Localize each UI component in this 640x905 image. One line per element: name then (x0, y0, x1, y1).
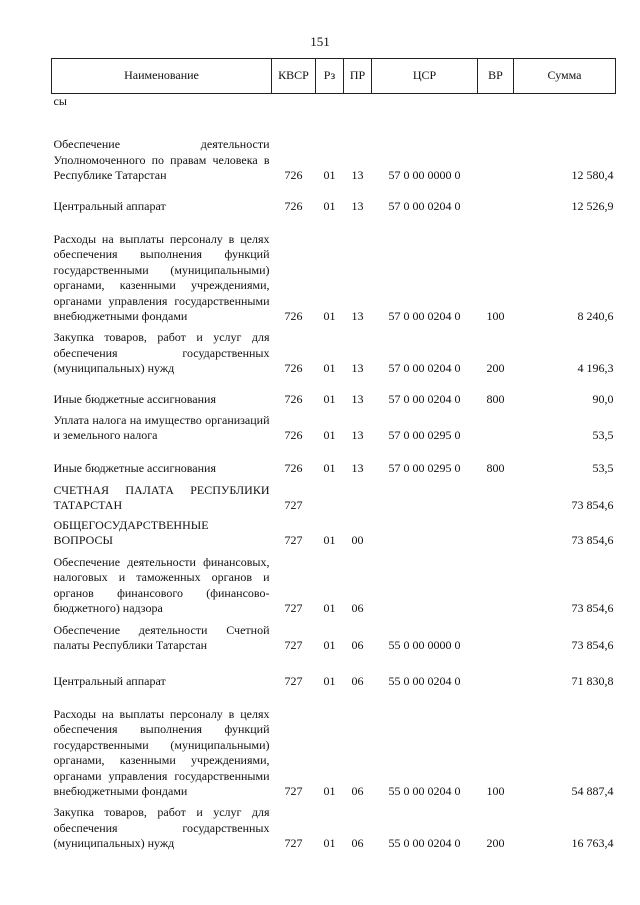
cell-sum: 73 854,6 (571, 601, 614, 615)
cell-sum: 73 854,6 (571, 638, 614, 652)
cell-csr (372, 477, 478, 514)
cell-name: Обеспечение деятельности финансовых, налоговых и таможенных органов и органов финансового (финансово-бюджетного) надзора (53, 554, 270, 615)
cell-name: Обеспечение деятельности Счетной палаты Республики Татарстан (53, 622, 270, 652)
cell-name: Обеспечение деятельности Уполномоченного по правам человека в Республике Татарстан (53, 137, 270, 182)
table-row (52, 549, 616, 617)
cell-csr: 55 0 00 0204 0 (388, 784, 461, 798)
cell-kvsr: 727 (284, 533, 303, 547)
cell-pr (344, 477, 372, 514)
cell-csr: 57 0 00 0000 0 (388, 168, 461, 182)
cell-rz: 01 (323, 461, 336, 475)
cell-name: Закупка товаров, работ и услуг для обеспечения государственных (муниципальных) нужд (53, 330, 270, 375)
table-row (52, 112, 616, 184)
cell-csr: 57 0 00 0295 0 (388, 428, 461, 442)
cell-pr: 13 (351, 309, 364, 323)
header-kvsr: КВСР (272, 59, 316, 94)
cell-kvsr: 726 (284, 428, 303, 442)
cell-csr: 55 0 00 0204 0 (388, 836, 461, 850)
table-row (52, 654, 616, 690)
cell-kvsr: 726 (284, 309, 303, 323)
cell-pr (344, 94, 372, 112)
cell-sum: 4 196,3 (577, 361, 614, 375)
cell-kvsr: 727 (284, 674, 303, 688)
cell-rz: 01 (323, 428, 336, 442)
cell-name: Расходы на выплаты персоналу в целях обеспечения выполнения функций государственными (муниципальными) органами, казенными учреждениями, органами управления государственными внебюджетными фондами (53, 231, 270, 323)
cell-pr: 06 (351, 674, 364, 688)
cell-vr (478, 184, 514, 215)
cell-rz: 01 (323, 361, 336, 375)
cell-vr: 800 (486, 461, 505, 475)
cell-vr (478, 654, 514, 690)
cell-kvsr: 726 (284, 461, 303, 475)
cell-name: Иные бюджетные ассигнования (53, 461, 216, 475)
cell-vr (478, 514, 514, 549)
table-row (52, 94, 616, 112)
cell-pr: 13 (351, 392, 364, 406)
cell-pr: 13 (351, 461, 364, 475)
cell-kvsr (272, 94, 316, 112)
cell-rz: 01 (323, 533, 336, 547)
cell-vr (478, 112, 514, 184)
cell-kvsr: 726 (284, 199, 303, 213)
cell-sum (514, 94, 616, 112)
table-row (52, 215, 616, 325)
page-number: 151 (310, 34, 330, 49)
cell-csr: 55 0 00 0000 0 (388, 638, 461, 652)
table-row (52, 800, 616, 852)
cell-kvsr: 727 (284, 836, 303, 850)
table-row (52, 514, 616, 549)
header-name: Наименование (52, 59, 272, 94)
cell-pr: 06 (351, 784, 364, 798)
cell-name: Расходы на выплаты персоналу в целях обеспечения выполнения функций государственными (муниципальными) органами, казенными учреждениями, органами управления государственными внебюджетными фондами (53, 706, 270, 798)
cell-kvsr: 727 (284, 638, 303, 652)
cell-vr: 100 (486, 784, 505, 798)
cell-rz: 01 (323, 638, 336, 652)
cell-rz: 01 (323, 168, 336, 182)
cell-rz: 01 (323, 309, 336, 323)
header-pr: ПР (344, 59, 372, 94)
cell-csr: 57 0 00 0204 0 (388, 361, 461, 375)
table-row (52, 690, 616, 800)
cell-sum: 12 526,9 (571, 199, 614, 213)
cell-rz (316, 94, 344, 112)
header-vr: ВР (478, 59, 514, 94)
cell-name: Центральный аппарат (53, 199, 166, 213)
cell-kvsr: 726 (284, 168, 303, 182)
cell-kvsr: 727 (284, 498, 303, 512)
cell-csr: 55 0 00 0204 0 (388, 674, 461, 688)
table-row (52, 184, 616, 215)
cell-vr (478, 549, 514, 617)
cell-csr (372, 94, 478, 112)
cell-pr: 13 (351, 168, 364, 182)
cell-name: СЧЕТНАЯ ПАЛАТА РЕСПУБЛИКИ ТАТАРСТАН (53, 482, 270, 512)
cell-name: Уплата налога на имущество организаций и земельного налога (53, 412, 270, 442)
cell-pr: 13 (351, 199, 364, 213)
header-csr: ЦСР (372, 59, 478, 94)
cell-rz: 01 (323, 836, 336, 850)
cell-vr (478, 94, 514, 112)
cell-pr: 06 (351, 836, 364, 850)
cell-name: сы (53, 94, 67, 108)
cell-csr: 57 0 00 0204 0 (388, 392, 461, 406)
cell-name: Центральный аппарат (53, 674, 166, 688)
table-row (52, 444, 616, 477)
cell-csr: 57 0 00 0204 0 (388, 199, 461, 213)
cell-vr: 200 (486, 836, 505, 850)
header-rz: Рз (316, 59, 344, 94)
cell-sum: 53,5 (592, 428, 614, 442)
cell-sum: 90,0 (592, 392, 614, 406)
header-row (52, 59, 616, 94)
cell-pr: 06 (351, 601, 364, 615)
budget-table (51, 58, 616, 852)
cell-sum: 12 580,4 (571, 168, 614, 182)
header-sum: Сумма (514, 59, 616, 94)
cell-sum: 71 830,8 (571, 674, 614, 688)
cell-sum: 53,5 (592, 461, 614, 475)
cell-vr: 800 (486, 392, 505, 406)
cell-vr (478, 408, 514, 444)
cell-name: ОБЩЕГОСУДАРСТВЕННЫЕ ВОПРОСЫ (53, 517, 209, 547)
cell-vr: 200 (486, 361, 505, 375)
cell-rz (316, 477, 344, 514)
cell-name: Закупка товаров, работ и услуг для обеспечения государственных (муниципальных) нужд (53, 805, 270, 850)
cell-kvsr: 726 (284, 392, 303, 406)
cell-rz: 01 (323, 601, 336, 615)
cell-pr: 06 (351, 638, 364, 652)
cell-rz: 01 (323, 674, 336, 688)
cell-vr: 100 (486, 309, 505, 323)
cell-pr: 13 (351, 428, 364, 442)
table-row (52, 377, 616, 408)
cell-sum: 54 887,4 (571, 784, 614, 798)
cell-csr: 57 0 00 0204 0 (388, 309, 461, 323)
cell-sum: 8 240,6 (577, 309, 614, 323)
cell-pr: 00 (351, 533, 364, 547)
cell-pr: 13 (351, 361, 364, 375)
cell-name: Иные бюджетные ассигнования (53, 392, 216, 406)
cell-kvsr: 726 (284, 361, 303, 375)
cell-kvsr: 727 (284, 784, 303, 798)
table-row (52, 325, 616, 377)
cell-vr (478, 477, 514, 514)
table-row (52, 408, 616, 444)
cell-csr (372, 549, 478, 617)
table-row (52, 617, 616, 654)
table-row (52, 477, 616, 514)
cell-csr: 57 0 00 0295 0 (388, 461, 461, 475)
cell-sum: 16 763,4 (571, 836, 614, 850)
cell-rz: 01 (323, 784, 336, 798)
cell-rz: 01 (323, 199, 336, 213)
cell-rz: 01 (323, 392, 336, 406)
cell-sum: 73 854,6 (571, 498, 614, 512)
cell-vr (478, 617, 514, 654)
cell-kvsr: 727 (284, 601, 303, 615)
cell-sum: 73 854,6 (571, 533, 614, 547)
cell-csr (372, 514, 478, 549)
